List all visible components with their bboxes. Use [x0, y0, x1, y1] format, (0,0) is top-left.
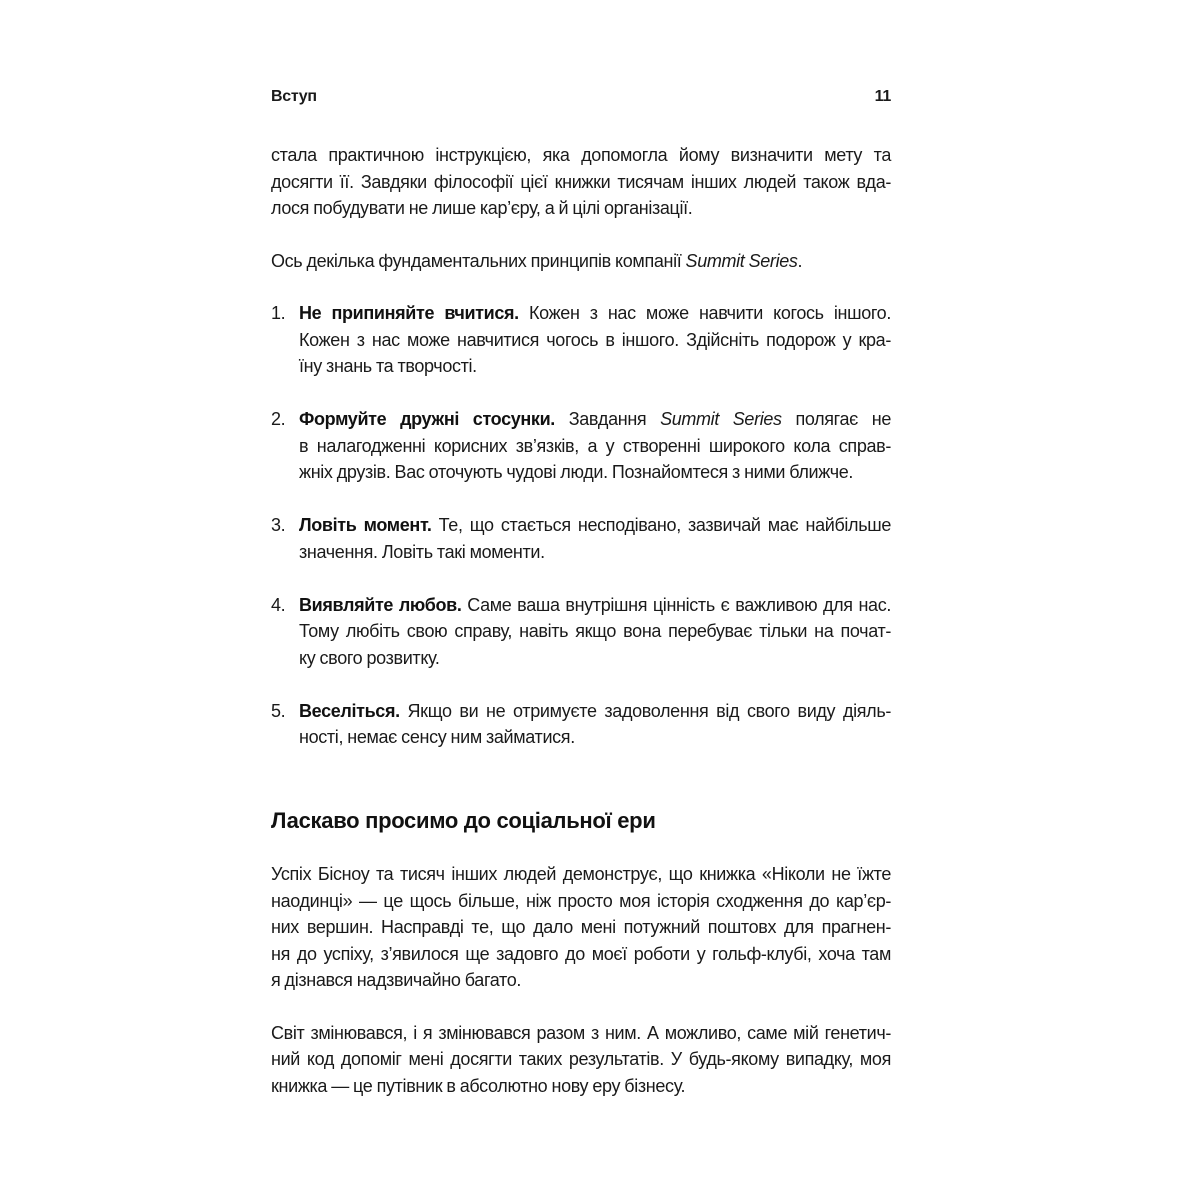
company-name: Summit Series — [660, 409, 782, 429]
text-line: стала практичною інструкцією, яка допомогла йому визначити мету та — [271, 145, 891, 165]
intro-paragraph — [271, 142, 891, 222]
list-number: 4. — [271, 594, 286, 615]
text-line: в налагодженні корисних зв’язків, а у створенні широкого кола справ- — [299, 435, 891, 456]
text-line: Успіх Бісноу та тисяч інших людей демонструє, що книжка «Ніколи не їжте — [271, 864, 891, 884]
section-paragraph — [271, 861, 891, 994]
text-line — [299, 592, 891, 619]
section-heading: Ласкаво просимо до соціальної ери — [271, 808, 656, 833]
text-fragment: Те, що стається несподівано, зазвичай має найбільше — [431, 515, 891, 535]
text-line: ку свого розвитку. — [299, 647, 440, 668]
text-line: ня до успіху, з’явилося ще задовго до моєї роботи у гольф-клубі, хоча там — [271, 943, 891, 964]
principle-title: Виявляйте любов. — [299, 594, 462, 615]
principles-intro-text: Ось декілька фундаментальних принципів компанії — [271, 250, 686, 271]
principle-item — [271, 592, 891, 672]
text-line — [299, 512, 891, 539]
text-line: я дізнався надзвичайно багато. — [271, 970, 522, 990]
text-line: досягти її. Завдяки філософії цієї книжки тисячам інших людей також вда- — [271, 171, 891, 192]
text-line: Кожен з нас може навчитися чогось в іншого. Здійсніть подорож у кра- — [299, 329, 891, 350]
text-line — [271, 248, 891, 275]
text-line: наодинці» — це щось більше, ніж просто моя історія сходження до кар’єр- — [271, 890, 891, 911]
text-line: лося побудувати не лише кар’єру, а й цілі організації. — [271, 198, 693, 218]
list-number: 1. — [271, 303, 286, 323]
text-line — [299, 300, 891, 327]
text-line: жніх друзів. Вас оточують чудові люди. Познайомтеся з ними ближче. — [299, 462, 854, 482]
principle-title: Веселіться. — [299, 700, 400, 721]
principles-intro-end: . — [797, 250, 803, 271]
text-line: них вершин. Насправді те, що дало мені потужний поштовх для прагнен- — [271, 917, 891, 937]
text-line — [299, 698, 891, 725]
book-page — [271, 88, 891, 1099]
text-fragment: Саме ваша внутрішня цінність є важливою для нас. — [461, 594, 891, 615]
text-fragment: Якщо ви не отримуєте задоволення від свого виду діяль- — [399, 700, 891, 721]
principle-item — [271, 512, 891, 565]
section-paragraph — [271, 1020, 891, 1100]
section-title: Вступ — [271, 88, 317, 105]
company-name: Summit Series — [685, 250, 798, 271]
text-line: ний код допоміг мені досягти таких результатів. У будь-якому випадку, моя — [271, 1049, 891, 1069]
text-line: їну знань та творчості. — [299, 356, 477, 376]
principle-item — [271, 698, 891, 751]
list-number: 2. — [271, 409, 286, 429]
list-number: 5. — [271, 700, 286, 721]
principles-intro — [271, 248, 891, 275]
text-line: ності, немає сенсу ним займатися. — [299, 727, 575, 747]
principle-title: Ловіть момент. — [299, 515, 432, 535]
list-number: 3. — [271, 515, 286, 535]
text-line: Світ змінювався, і я змінювався разом з ним. А можливо, саме мій генетич- — [271, 1022, 891, 1043]
principle-title: Формуйте дружні стосунки. — [299, 409, 555, 429]
principle-item — [271, 300, 891, 380]
text-fragment: полягає не — [781, 409, 891, 429]
text-line: значення. Ловіть такі моменти. — [299, 541, 545, 562]
text-line — [299, 406, 891, 433]
running-head — [271, 88, 891, 116]
text-fragment: Кожен з нас може навчити когось іншого. — [518, 303, 891, 323]
text-line: Тому любіть свою справу, навіть якщо вона перебуває тільки на почат- — [299, 621, 891, 641]
text-fragment: Завдання — [554, 409, 661, 429]
principle-title: Не припиняйте вчитися. — [299, 303, 519, 323]
principle-item — [271, 406, 891, 486]
principles-list — [271, 300, 891, 751]
text-line: книжка — це путівник в абсолютно нову еру бізнесу. — [271, 1075, 686, 1096]
page-number: 11 — [874, 88, 891, 105]
